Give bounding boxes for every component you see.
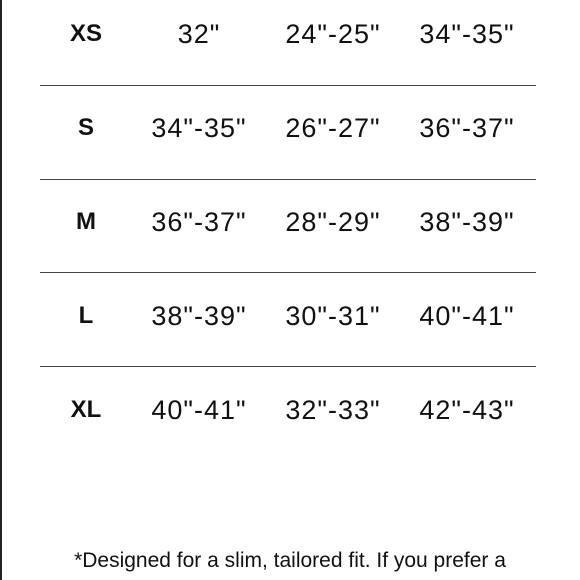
measurement-cell: 40"-41" — [151, 395, 247, 425]
measurement-cell: 24"-25" — [285, 19, 381, 49]
measurement-cell: 36"-37" — [151, 207, 247, 237]
measurement-cell: 32"-33" — [285, 395, 381, 425]
measurement-cell: 26"-27" — [285, 113, 381, 143]
row-divider — [40, 366, 536, 367]
measurement-cell: 28"-29" — [285, 207, 381, 237]
measurement-cell: 38"-39" — [419, 207, 515, 237]
measurement-cell: 32" — [177, 19, 221, 49]
size-label: M — [76, 208, 96, 235]
left-border-line — [0, 0, 2, 580]
row-divider — [40, 179, 536, 180]
row-divider — [40, 272, 536, 273]
size-label: XL — [70, 396, 102, 423]
size-label: L — [78, 302, 94, 329]
size-row-xl — [40, 376, 536, 470]
measurement-cell: 36"-37" — [419, 113, 515, 143]
measurement-cell: 40"-41" — [419, 301, 515, 331]
size-label: XS — [69, 20, 102, 47]
size-row-l — [40, 282, 536, 376]
fit-footnote: *Designed for a slim, tailored fit. If you prefer a — [74, 549, 506, 572]
measurement-cell: 38"-39" — [151, 301, 247, 331]
size-chart-table — [40, 0, 536, 470]
measurement-cell: 42"-43" — [419, 395, 515, 425]
row-divider — [40, 85, 536, 86]
size-row-s — [40, 94, 536, 188]
measurement-cell: 34"-35" — [419, 19, 515, 49]
size-label: S — [77, 114, 94, 141]
measurement-cell: 34"-35" — [151, 113, 247, 143]
size-row-m — [40, 188, 536, 282]
measurement-cell: 30"-31" — [285, 301, 381, 331]
size-row-xs — [40, 0, 536, 94]
